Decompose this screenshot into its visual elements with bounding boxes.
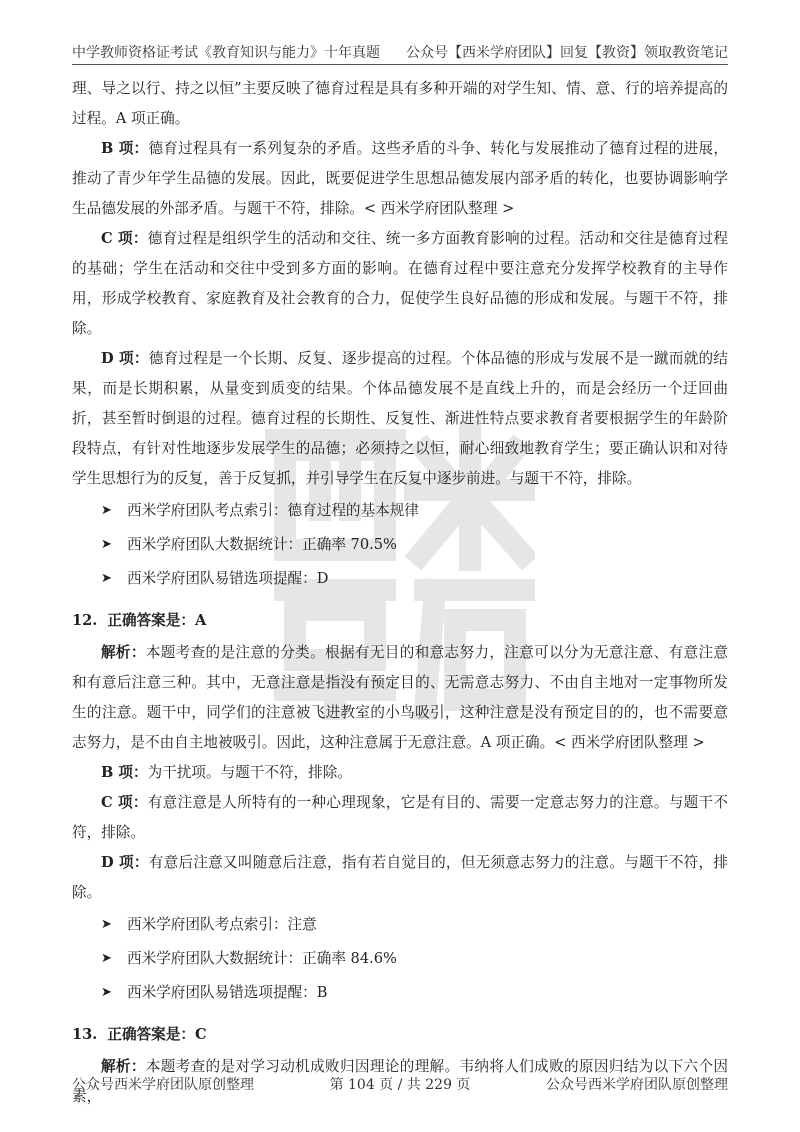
list-item: ➤ 西米学府团队考点索引：注意 [72, 908, 728, 942]
arrowhead-icon: ➤ [101, 503, 112, 518]
q12-b-text: 为干扰项。与题干不符，排除。 [147, 764, 352, 781]
q11-b-text: 德育过程具有一系列复杂的矛盾。这些矛盾的斗争、转化与发展推动了德育过程的进展，推动了青少年学生品德的发展。因此，既要促进学生思想品德发展内部矛盾的转化，也要协调影响学生品德发展的外部矛盾。与题干不符，排除。< 西米学府团队整理 > [72, 140, 728, 217]
q12-analysis-text: 本题考查的是注意的分类。根据有无目的和意志努力，注意可以分为无意注意、有意注意和有意后注意三种。其中，无意注意是指没有预定目的、无需意志努力、不由自主地对一定事物所发生的注意。题干中，同学们的注意被飞进教室的小鸟吸引，这种注意是没有预定目的的，也不需要意志努力，是不由自主地被吸引。因此，这种注意属于无意注意。A 项正确。< 西米学府团队整理 > [72, 644, 728, 751]
q12-d-label: D 项： [101, 854, 149, 871]
arrowhead-icon: ➤ [101, 917, 112, 932]
q12-paragraph-b [72, 758, 728, 788]
arrowhead-icon: ➤ [101, 537, 112, 552]
page-header [72, 40, 728, 62]
list-item: ➤ 西米学府团队易错选项提醒：B [72, 976, 728, 1010]
footer-right: 公众号西米学府团队原创整理 [546, 1077, 728, 1093]
q12-answer: 正确答案是：A [107, 612, 207, 629]
q12-analysis-label: 解析： [101, 644, 146, 661]
list-item: ➤ 西米学府团队易错选项提醒：D [72, 562, 728, 596]
header-rule [72, 64, 728, 65]
q13-number: 13. [72, 1026, 98, 1043]
q11-paragraph-d [72, 344, 728, 494]
footer-left: 公众号西米学府团队原创整理 [72, 1077, 254, 1093]
q13-analysis-label: 解析： [101, 1058, 146, 1075]
q11-d-text: 德育过程是一个长期、反复、逐步提高的过程。个体品德的形成与发展不是一蹴而就的结果，而是长期积累，从量变到质变的结果。个体品德发展不是直线上升的，而是会经历一个迂回曲折，甚至暂时倒退的过程。德育过程的长期性、反复性、渐进性特点要求教育者要根据学生的年龄阶段特点，有针对性地逐步发展学生的品德；必须持之以恒，耐心细致地教育学生；要正确认识和对待学生思想行为的反复，善于反复抓，并引导学生在反复中逐步前进。与题干不符，排除。 [72, 350, 728, 487]
q12-d-text: 有意后注意又叫随意后注意，指有若自觉目的，但无须意志努力的注意。与题干不符，排除。 [72, 854, 728, 901]
page-number: 第 104 页 / 共 229 页 [329, 1077, 471, 1093]
list-item: ➤ 西米学府团队大数据统计：正确率 84.6% [72, 942, 728, 976]
arrowhead-icon: ➤ [101, 571, 112, 586]
q12-c-label: C 项： [101, 794, 148, 811]
q11-d-label: D 项： [101, 350, 149, 367]
page-footer [72, 1072, 728, 1096]
q12-number: 12. [72, 612, 98, 629]
q13-analysis-text: 本题考查的是对学习动机成败归因理论的理解。韦纳将人们成败的原因归结为以下六个因素， [72, 1058, 728, 1105]
q12-analysis [72, 638, 728, 758]
q11-paragraph-a: 理、导之以行、持之以恒”主要反映了德育过程是具有多种开端的对学生知、情、意、行的培养提高的过程。A 项正确。 [72, 80, 728, 127]
arrowhead-icon: ➤ [101, 985, 112, 1000]
q13-heading [72, 1018, 728, 1052]
q11-paragraph-b [72, 134, 728, 224]
list-item: ➤ 西米学府团队考点索引：德育过程的基本规律 [72, 494, 728, 528]
q12-heading [72, 604, 728, 638]
q12-b-label: B 项： [101, 764, 148, 781]
list-item: ➤ 西米学府团队大数据统计：正确率 70.5% [72, 528, 728, 562]
q11-c-label: C 项： [101, 230, 148, 247]
arrowhead-icon: ➤ [101, 951, 112, 966]
q11-b-label: B 项： [101, 140, 149, 157]
q12-paragraph-c [72, 788, 728, 848]
q11-paragraph-c [72, 224, 728, 344]
header-left: 中学教师资格证考试《教育知识与能力》十年真题 [72, 45, 380, 61]
q13-answer: 正确答案是：C [107, 1026, 207, 1043]
q11-c-text: 德育过程是组织学生的活动和交往、统一多方面教育影响的过程。活动和交往是德育过程的基础；学生在活动和交往中受到多方面的影响。在德育过程中要注意充分发挥学校教育的主导作用，形成学校教育、家庭教育及社会教育的合力，促使学生良好品德的形成和发展。与题干不符，排除。 [72, 230, 728, 337]
header-right: 公众号【西米学府团队】回复【教资】领取教资笔记 [406, 45, 728, 61]
q12-paragraph-d [72, 848, 728, 908]
q12-c-text: 有意注意是人所特有的一种心理现象，它是有目的、需要一定意志努力的注意。与题干不符，排除。 [72, 794, 728, 841]
